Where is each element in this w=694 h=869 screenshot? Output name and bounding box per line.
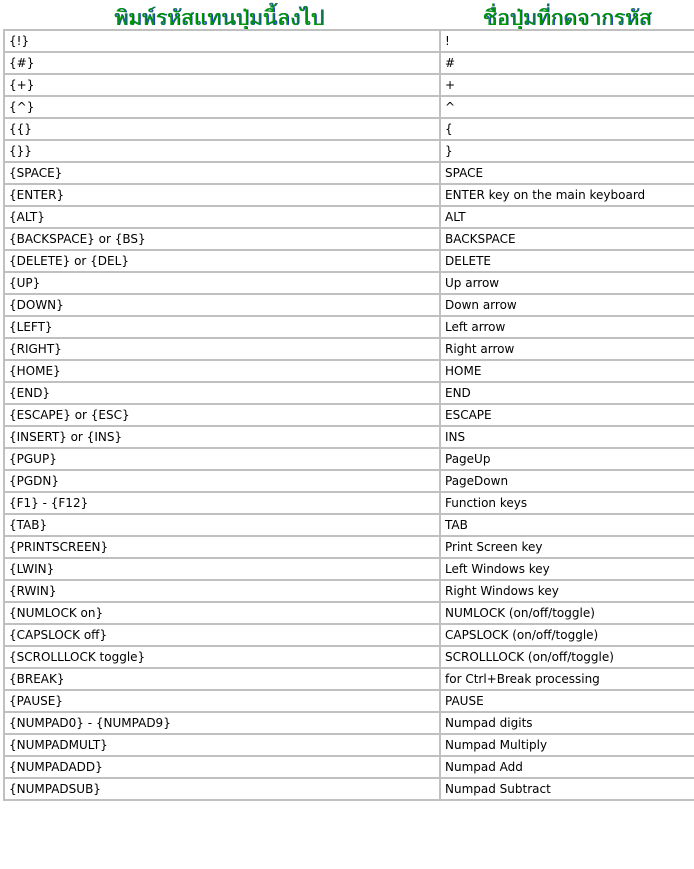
key-code-cell: {LEFT}: [4, 316, 440, 338]
key-code-cell: {PGDN}: [4, 470, 440, 492]
key-name-cell: PageDown: [440, 470, 694, 492]
table-row: [4, 580, 694, 602]
key-name-cell: ESCAPE: [440, 404, 694, 426]
table-row: [4, 668, 694, 690]
key-name-cell: PageUp: [440, 448, 694, 470]
table-row: [4, 514, 694, 536]
key-code-cell: {ALT}: [4, 206, 440, 228]
table-row: [4, 756, 694, 778]
key-code-cell: {RIGHT}: [4, 338, 440, 360]
table-row: [4, 206, 694, 228]
table-row: [4, 448, 694, 470]
table-row: [4, 30, 694, 52]
key-name-cell: PAUSE: [440, 690, 694, 712]
table-row: [4, 690, 694, 712]
key-name-cell: Numpad Multiply: [440, 734, 694, 756]
key-name-cell: #: [440, 52, 694, 74]
key-name-cell: +: [440, 74, 694, 96]
table-row: [4, 492, 694, 514]
table-row: [4, 162, 694, 184]
key-code-cell: {HOME}: [4, 360, 440, 382]
key-code-cell: {#}: [4, 52, 440, 74]
header-key-name-column: ชื่อปุ่มที่กดจากรหัส: [482, 6, 652, 30]
key-code-cell: {SPACE}: [4, 162, 440, 184]
table-row: [4, 558, 694, 580]
key-code-cell: {DELETE} or {DEL}: [4, 250, 440, 272]
table-row: [4, 316, 694, 338]
key-name-cell: BACKSPACE: [440, 228, 694, 250]
key-code-cell: {LWIN}: [4, 558, 440, 580]
key-name-cell: SCROLLLOCK (on/off/toggle): [440, 646, 694, 668]
table-row: [4, 184, 694, 206]
key-name-cell: HOME: [440, 360, 694, 382]
key-name-cell: Numpad Add: [440, 756, 694, 778]
table-row: [4, 646, 694, 668]
table-row: [4, 536, 694, 558]
key-name-cell: Left Windows key: [440, 558, 694, 580]
table-row: [4, 272, 694, 294]
table-row: [4, 404, 694, 426]
table-row: [4, 624, 694, 646]
key-code-cell: {}}: [4, 140, 440, 162]
key-name-cell: Left arrow: [440, 316, 694, 338]
key-name-cell: Right arrow: [440, 338, 694, 360]
key-code-cell: {NUMLOCK on}: [4, 602, 440, 624]
table-row: [4, 96, 694, 118]
key-name-cell: ALT: [440, 206, 694, 228]
key-code-cell: {NUMPADMULT}: [4, 734, 440, 756]
key-name-cell: for Ctrl+Break processing: [440, 668, 694, 690]
key-code-cell: {ENTER}: [4, 184, 440, 206]
key-code-cell: {RWIN}: [4, 580, 440, 602]
key-code-cell: {DOWN}: [4, 294, 440, 316]
key-name-cell: Function keys: [440, 492, 694, 514]
key-code-cell: {+}: [4, 74, 440, 96]
table-row: [4, 734, 694, 756]
table-row: [4, 778, 694, 800]
table-header: [0, 0, 694, 30]
table-row: [4, 52, 694, 74]
key-name-cell: Up arrow: [440, 272, 694, 294]
key-code-cell: {!}: [4, 30, 440, 52]
key-code-cell: {F1} - {F12}: [4, 492, 440, 514]
key-name-cell: Print Screen key: [440, 536, 694, 558]
key-code-cell: {{}: [4, 118, 440, 140]
key-name-cell: DELETE: [440, 250, 694, 272]
key-name-cell: NUMLOCK (on/off/toggle): [440, 602, 694, 624]
key-code-table: [3, 29, 694, 801]
key-name-cell: ENTER key on the main keyboard: [440, 184, 694, 206]
key-code-cell: {BREAK}: [4, 668, 440, 690]
table-row: [4, 250, 694, 272]
key-code-cell: {END}: [4, 382, 440, 404]
key-code-cell: {NUMPAD0} - {NUMPAD9}: [4, 712, 440, 734]
key-code-cell: {^}: [4, 96, 440, 118]
key-name-cell: Numpad digits: [440, 712, 694, 734]
key-name-cell: Down arrow: [440, 294, 694, 316]
key-code-cell: {BACKSPACE} or {BS}: [4, 228, 440, 250]
table-row: [4, 228, 694, 250]
table-row: [4, 338, 694, 360]
table-row: [4, 360, 694, 382]
key-code-cell: {ESCAPE} or {ESC}: [4, 404, 440, 426]
key-name-cell: Numpad Subtract: [440, 778, 694, 800]
key-name-cell: END: [440, 382, 694, 404]
key-code-cell: {INSERT} or {INS}: [4, 426, 440, 448]
key-name-cell: }: [440, 140, 694, 162]
key-code-cell: {PRINTSCREEN}: [4, 536, 440, 558]
table-row: [4, 382, 694, 404]
key-name-cell: Right Windows key: [440, 580, 694, 602]
table-row: [4, 470, 694, 492]
key-name-cell: !: [440, 30, 694, 52]
key-name-cell: CAPSLOCK (on/off/toggle): [440, 624, 694, 646]
key-code-cell: {CAPSLOCK off}: [4, 624, 440, 646]
table-row: [4, 426, 694, 448]
key-code-cell: {SCROLLLOCK toggle}: [4, 646, 440, 668]
table-row: [4, 74, 694, 96]
key-name-cell: INS: [440, 426, 694, 448]
key-code-cell: {NUMPADADD}: [4, 756, 440, 778]
key-code-cell: {NUMPADSUB}: [4, 778, 440, 800]
key-name-cell: {: [440, 118, 694, 140]
key-name-cell: ^: [440, 96, 694, 118]
key-code-cell: {PGUP}: [4, 448, 440, 470]
key-code-cell: {UP}: [4, 272, 440, 294]
key-code-cell: {PAUSE}: [4, 690, 440, 712]
header-code-column: พิมพ์รหัสแทนปุ่มนี้ลงไป: [114, 6, 324, 30]
key-name-cell: SPACE: [440, 162, 694, 184]
table-row: [4, 118, 694, 140]
table-row: [4, 140, 694, 162]
key-name-cell: TAB: [440, 514, 694, 536]
key-code-cell: {TAB}: [4, 514, 440, 536]
table-row: [4, 712, 694, 734]
table-row: [4, 602, 694, 624]
table-row: [4, 294, 694, 316]
